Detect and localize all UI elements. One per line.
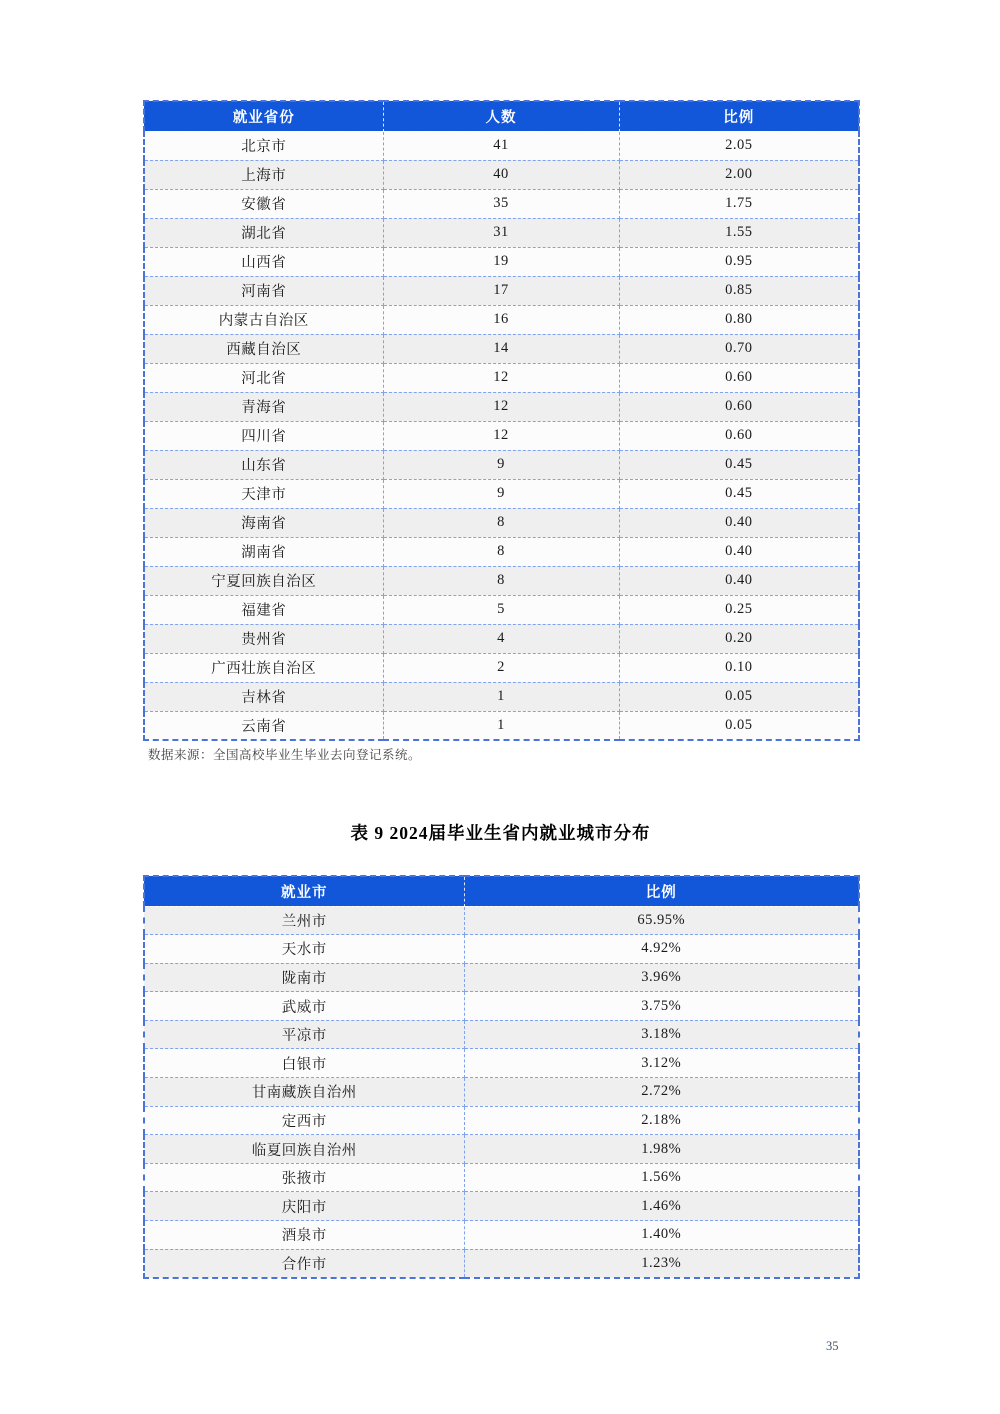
table-cell: 甘南藏族自治州 bbox=[144, 1078, 464, 1107]
table-row bbox=[144, 131, 859, 160]
table-cell: 四川省 bbox=[144, 421, 383, 450]
table-cell: 0.45 bbox=[619, 450, 859, 479]
table-cell: 2 bbox=[383, 653, 619, 682]
table-cell: 4.92% bbox=[464, 935, 859, 964]
table-cell: 1.55 bbox=[619, 218, 859, 247]
table-cell: 1 bbox=[383, 682, 619, 711]
table-cell: 3.96% bbox=[464, 963, 859, 992]
table-cell: 1.23% bbox=[464, 1249, 859, 1278]
table-cell: 定西市 bbox=[144, 1106, 464, 1135]
column-header: 人数 bbox=[383, 101, 619, 131]
table-row bbox=[144, 1135, 859, 1164]
table-cell: 3.12% bbox=[464, 1049, 859, 1078]
table-cell: 0.40 bbox=[619, 508, 859, 537]
table-row bbox=[144, 1020, 859, 1049]
table-cell: 1.56% bbox=[464, 1163, 859, 1192]
column-header: 比例 bbox=[464, 876, 859, 906]
table-cell: 吉林省 bbox=[144, 682, 383, 711]
page-number: 35 bbox=[826, 1339, 839, 1353]
table-cell: 张掖市 bbox=[144, 1163, 464, 1192]
table-row bbox=[144, 992, 859, 1021]
table-cell: 31 bbox=[383, 218, 619, 247]
table-cell: 1.46% bbox=[464, 1192, 859, 1221]
table-row bbox=[144, 963, 859, 992]
table-cell: 0.40 bbox=[619, 537, 859, 566]
table-row bbox=[144, 392, 859, 421]
table-row bbox=[144, 421, 859, 450]
table-cell: 1.98% bbox=[464, 1135, 859, 1164]
table-cell: 2.72% bbox=[464, 1078, 859, 1107]
table-cell: 陇南市 bbox=[144, 963, 464, 992]
table-row bbox=[144, 450, 859, 479]
table-cell: 14 bbox=[383, 334, 619, 363]
table-cell: 北京市 bbox=[144, 131, 383, 160]
table-cell: 1.75 bbox=[619, 189, 859, 218]
table-cell: 0.25 bbox=[619, 595, 859, 624]
table-cell: 天水市 bbox=[144, 935, 464, 964]
table-cell: 1 bbox=[383, 711, 619, 740]
table-cell: 酒泉市 bbox=[144, 1221, 464, 1250]
column-header: 就业省份 bbox=[144, 101, 383, 131]
table-cell: 12 bbox=[383, 392, 619, 421]
city-employment-table bbox=[143, 875, 860, 1279]
table-cell: 0.70 bbox=[619, 334, 859, 363]
table-cell: 8 bbox=[383, 566, 619, 595]
table-row bbox=[144, 906, 859, 935]
table-cell: 16 bbox=[383, 305, 619, 334]
table-row bbox=[144, 1106, 859, 1135]
data-source-note: 数据来源：全国高校毕业生毕业去向登记系统。 bbox=[148, 748, 422, 762]
table-cell: 云南省 bbox=[144, 711, 383, 740]
table-cell: 0.95 bbox=[619, 247, 859, 276]
province-table-section bbox=[143, 100, 858, 763]
table-cell: 平凉市 bbox=[144, 1020, 464, 1049]
table-cell: 2.18% bbox=[464, 1106, 859, 1135]
table-cell: 庆阳市 bbox=[144, 1192, 464, 1221]
table-row bbox=[144, 682, 859, 711]
table-row bbox=[144, 1078, 859, 1107]
table-header-row bbox=[144, 876, 859, 906]
table-row bbox=[144, 711, 859, 740]
table-row bbox=[144, 1192, 859, 1221]
province-employment-table bbox=[143, 100, 860, 741]
table-row bbox=[144, 189, 859, 218]
table-cell: 0.20 bbox=[619, 624, 859, 653]
table-cell: 1.40% bbox=[464, 1221, 859, 1250]
table-cell: 青海省 bbox=[144, 392, 383, 421]
table-cell: 武威市 bbox=[144, 992, 464, 1021]
table-cell: 西藏自治区 bbox=[144, 334, 383, 363]
table-cell: 17 bbox=[383, 276, 619, 305]
table-cell: 0.45 bbox=[619, 479, 859, 508]
table-cell: 0.60 bbox=[619, 363, 859, 392]
table-row bbox=[144, 537, 859, 566]
table-cell: 19 bbox=[383, 247, 619, 276]
table-cell: 内蒙古自治区 bbox=[144, 305, 383, 334]
table-cell: 0.05 bbox=[619, 711, 859, 740]
table-row bbox=[144, 247, 859, 276]
table-cell: 兰州市 bbox=[144, 906, 464, 935]
table-row bbox=[144, 1221, 859, 1250]
table-row bbox=[144, 1049, 859, 1078]
table-row bbox=[144, 1163, 859, 1192]
table-cell: 海南省 bbox=[144, 508, 383, 537]
table-cell: 福建省 bbox=[144, 595, 383, 624]
table-cell: 0.10 bbox=[619, 653, 859, 682]
table-cell: 安徽省 bbox=[144, 189, 383, 218]
table-row bbox=[144, 653, 859, 682]
table-row bbox=[144, 218, 859, 247]
table9-title: 表 9 2024届毕业生省内就业城市分布 bbox=[350, 823, 651, 843]
table-cell: 3.18% bbox=[464, 1020, 859, 1049]
table-cell: 65.95% bbox=[464, 906, 859, 935]
table-row bbox=[144, 935, 859, 964]
table-cell: 9 bbox=[383, 479, 619, 508]
table-row bbox=[144, 479, 859, 508]
table-cell: 3.75% bbox=[464, 992, 859, 1021]
table-row bbox=[144, 624, 859, 653]
table-body bbox=[144, 906, 859, 1278]
table-cell: 湖北省 bbox=[144, 218, 383, 247]
table-header-row bbox=[144, 101, 859, 131]
table-row bbox=[144, 276, 859, 305]
table-cell: 0.85 bbox=[619, 276, 859, 305]
table-row bbox=[144, 508, 859, 537]
table-row bbox=[144, 566, 859, 595]
table-cell: 0.05 bbox=[619, 682, 859, 711]
table-cell: 天津市 bbox=[144, 479, 383, 508]
table-row bbox=[144, 595, 859, 624]
table-row bbox=[144, 160, 859, 189]
table-cell: 上海市 bbox=[144, 160, 383, 189]
table-cell: 12 bbox=[383, 421, 619, 450]
table-cell: 12 bbox=[383, 363, 619, 392]
table-cell: 广西壮族自治区 bbox=[144, 653, 383, 682]
table-row bbox=[144, 1249, 859, 1278]
table-cell: 0.60 bbox=[619, 392, 859, 421]
table-cell: 河北省 bbox=[144, 363, 383, 392]
table-row bbox=[144, 305, 859, 334]
table-cell: 临夏回族自治州 bbox=[144, 1135, 464, 1164]
column-header: 比例 bbox=[619, 101, 859, 131]
table-cell: 0.40 bbox=[619, 566, 859, 595]
table-cell: 35 bbox=[383, 189, 619, 218]
table-cell: 0.60 bbox=[619, 421, 859, 450]
table-cell: 40 bbox=[383, 160, 619, 189]
table-body bbox=[144, 131, 859, 740]
table-cell: 山东省 bbox=[144, 450, 383, 479]
table-row bbox=[144, 363, 859, 392]
table-cell: 贵州省 bbox=[144, 624, 383, 653]
table-cell: 2.05 bbox=[619, 131, 859, 160]
table-row bbox=[144, 334, 859, 363]
table-cell: 山西省 bbox=[144, 247, 383, 276]
table-cell: 8 bbox=[383, 508, 619, 537]
table-cell: 4 bbox=[383, 624, 619, 653]
city-table-section bbox=[143, 875, 858, 1279]
table-cell: 河南省 bbox=[144, 276, 383, 305]
table-cell: 宁夏回族自治区 bbox=[144, 566, 383, 595]
table-cell: 5 bbox=[383, 595, 619, 624]
table-cell: 湖南省 bbox=[144, 537, 383, 566]
table-cell: 8 bbox=[383, 537, 619, 566]
table-cell: 41 bbox=[383, 131, 619, 160]
table-cell: 9 bbox=[383, 450, 619, 479]
column-header: 就业市 bbox=[144, 876, 464, 906]
table-cell: 0.80 bbox=[619, 305, 859, 334]
table-cell: 2.00 bbox=[619, 160, 859, 189]
table-cell: 白银市 bbox=[144, 1049, 464, 1078]
table-cell: 合作市 bbox=[144, 1249, 464, 1278]
